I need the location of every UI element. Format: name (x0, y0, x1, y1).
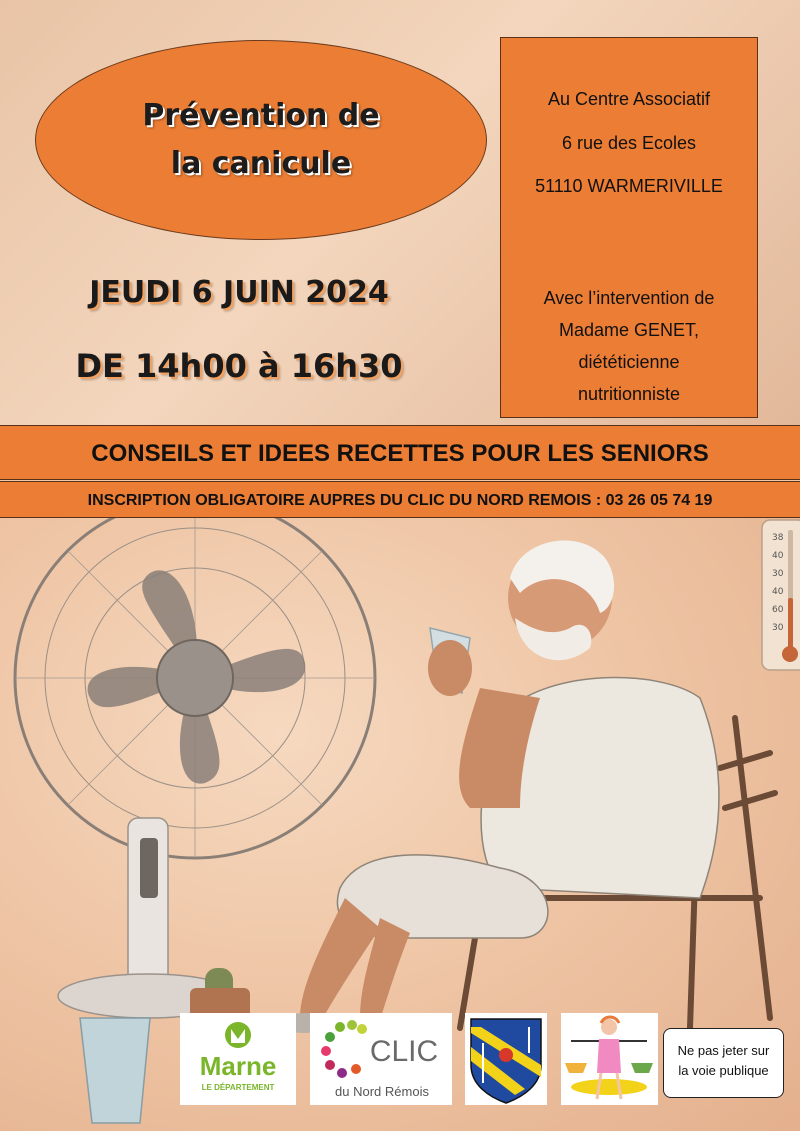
thermo-label-6: 30 (772, 623, 784, 633)
coat-of-arms-logo (465, 1013, 547, 1105)
water-glass-icon (80, 1018, 150, 1123)
clic-sub: du Nord Rémois (335, 1084, 429, 1099)
registration-banner: INSCRIPTION OBLIGATOIRE AUPRES DU CLIC DU NORD REMOIS : 03 26 05 74 19 (0, 481, 800, 518)
senior-man-illustration (277, 541, 719, 1033)
clic-swirl-icon (321, 1020, 367, 1078)
speaker-line-2: Madame GENET, (558, 320, 700, 340)
speaker-line-4: nutritionniste (577, 384, 681, 404)
cactus-icon (190, 968, 250, 1018)
thermometer-icon (762, 520, 800, 670)
notice-line-1: Ne pas jeter sur (677, 1043, 770, 1058)
title-line-2: la canicule (170, 146, 352, 181)
marne-name: Marne (199, 1051, 277, 1081)
thermo-label-5: 60 (772, 605, 784, 615)
marne-sub: LE DÉPARTEMENT (201, 1083, 275, 1092)
thermo-label-2: 40 (772, 551, 784, 561)
clic-logo (310, 1013, 452, 1105)
event-time: DE 14h00 à 16h30 (75, 347, 403, 385)
venue-line-3: 51110 WARMERIVILLE (535, 176, 723, 196)
venue-info-box (500, 37, 758, 418)
clic-name: CLIC (369, 1035, 439, 1068)
do-not-litter-notice (663, 1028, 784, 1098)
title-oval (35, 40, 487, 240)
senior-balance-logo (561, 1013, 658, 1105)
venue-line-2: 6 rue des Ecoles (561, 133, 697, 153)
event-date: JEUDI 6 JUIN 2024 (89, 275, 389, 310)
title-line-1: Prévention de (142, 98, 380, 133)
marne-logo (180, 1013, 296, 1105)
venue-line-1: Au Centre Associatif (547, 89, 711, 109)
notice-line-2: la voie publique (678, 1063, 769, 1078)
speaker-line-3: diététicienne (578, 352, 680, 372)
thermo-label-1: 38 (772, 533, 784, 543)
thermo-label-3: 30 (772, 569, 784, 579)
balance-figure-icon (561, 1013, 658, 1105)
fan-icon (15, 518, 375, 1018)
topic-banner: CONSEILS ET IDEES RECETTES POUR LES SENIORS (0, 425, 800, 480)
thermo-label-4: 40 (772, 587, 784, 597)
speaker-line-1: Avec l’intervention de (543, 288, 715, 308)
shield-icon (465, 1013, 547, 1105)
